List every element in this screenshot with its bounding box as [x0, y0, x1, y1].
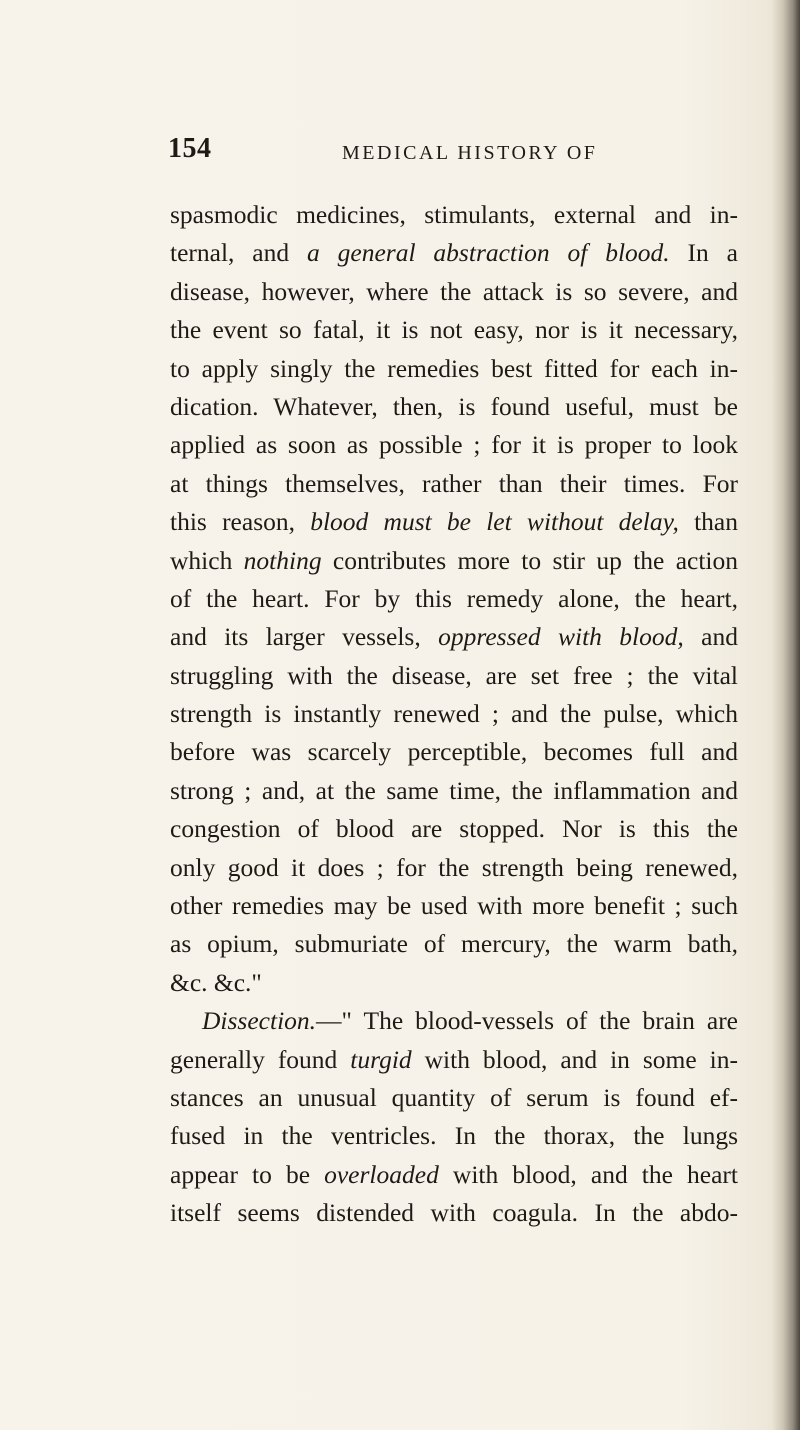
text-line: Dissection.—" The blood-vessels of the brain are — [202, 1006, 738, 1036]
text-line: struggling with the disease, are set free ; the vital — [170, 660, 738, 690]
page-gutter-shadow — [772, 0, 800, 1430]
text-line: ternal, and a general abstraction of blood. In a — [170, 238, 739, 268]
text-line: the event so fatal, it is not easy, nor is it necessary, — [170, 315, 738, 345]
page-header — [168, 133, 758, 173]
text-line: itself seems distended with coagula. In the abdo- — [170, 1198, 738, 1228]
text-line: disease, however, where the attack is so severe, and — [170, 276, 738, 306]
text-line: &c. &c." — [170, 967, 262, 997]
text-line: stances an unusual quantity of serum is found ef- — [170, 1082, 738, 1112]
text-line: only good it does ; for the strength being renewed, — [170, 852, 738, 882]
italic-phrase: oppressed with blood, — [438, 622, 684, 652]
text-line: applied as soon as possible ; for it is proper to look — [170, 430, 738, 460]
italic-phrase: overloaded — [324, 1159, 439, 1189]
text-line: strong ; and, at the same time, the inflammation and — [170, 775, 738, 805]
text-line: appear to be overloaded with blood, and the heart — [170, 1159, 738, 1189]
page-number: 154 — [168, 133, 212, 164]
text-line: which nothing contributes more to stir up the action — [170, 545, 738, 575]
body-text — [170, 196, 738, 1233]
text-line: spasmodic medicines, stimulants, external and in- — [170, 200, 738, 229]
text-line: dication. Whatever, then, is found useful, must be — [170, 391, 738, 421]
text-line: fused in the ventricles. In the thorax, the lungs — [170, 1121, 738, 1151]
text-line: to apply singly the remedies best fitted for each in- — [170, 353, 738, 383]
text-line: generally found turgid with blood, and in some in- — [170, 1044, 738, 1074]
italic-phrase: nothing — [243, 545, 322, 575]
running-head: MEDICAL HISTORY OF — [342, 142, 598, 164]
italic-phrase: turgid — [350, 1044, 412, 1074]
text-line: as opium, submuriate of mercury, the warm bath, — [170, 929, 738, 959]
text-line: and its larger vessels, oppressed with blood, and — [170, 622, 738, 652]
italic-phrase: a general abstraction of blood. — [307, 238, 670, 268]
text-line: strength is instantly renewed ; and the pulse, which — [170, 699, 738, 729]
section-heading: Dissection. — [202, 1006, 317, 1036]
text-line: at things themselves, rather than their times. For — [170, 468, 738, 498]
text-line: other remedies may be used with more benefit ; such — [170, 891, 738, 921]
italic-phrase: blood must be let without delay, — [310, 507, 679, 537]
text-line: before was scarcely perceptible, becomes full and — [170, 737, 738, 767]
text-line: of the heart. For by this remedy alone, the heart, — [170, 583, 738, 613]
text-line: congestion of blood are stopped. Nor is this the — [170, 814, 738, 844]
text-line: this reason, blood must be let without delay, than — [170, 507, 738, 537]
